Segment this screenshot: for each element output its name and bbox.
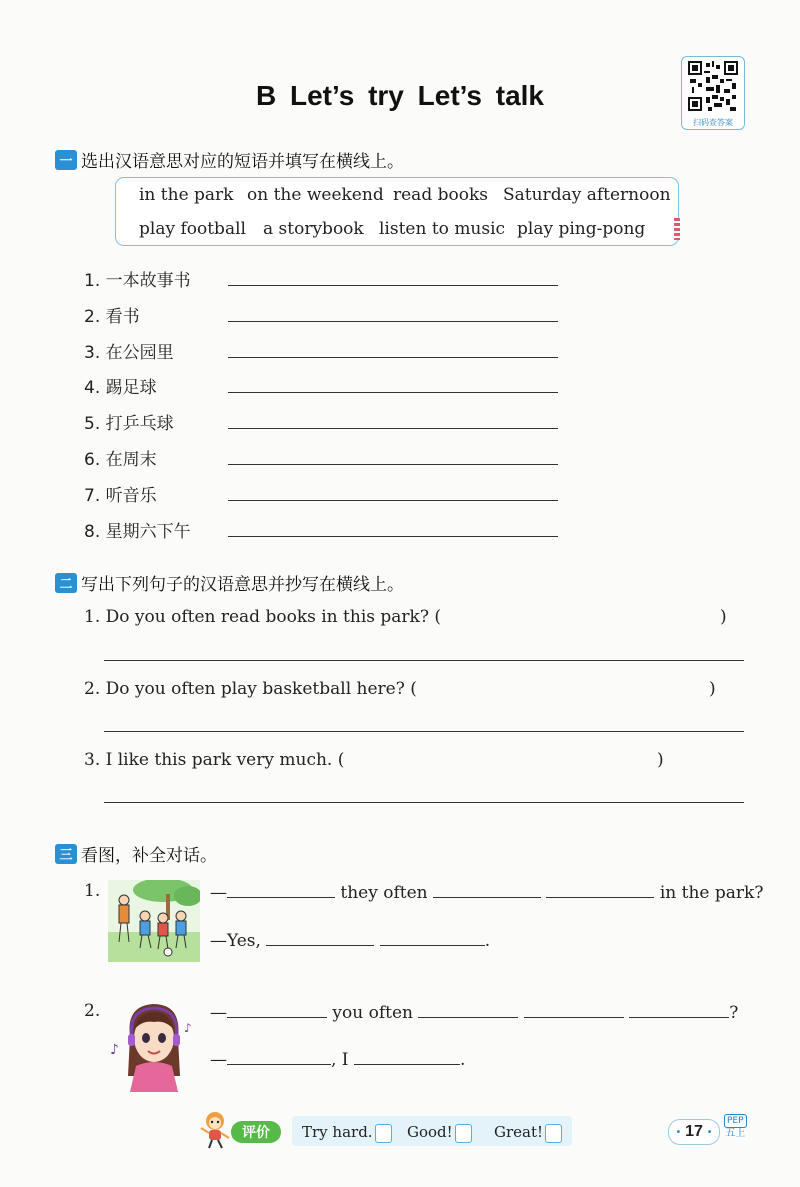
word-option: on the weekend [247, 185, 384, 205]
close-paren: ) [709, 679, 716, 699]
section-1-heading [55, 147, 404, 172]
word-option: a storybook [263, 219, 364, 239]
copy-line-2[interactable] [104, 731, 744, 732]
answer-line-1[interactable] [228, 285, 558, 286]
answer-line-5[interactable] [228, 428, 558, 429]
sentence-1: 1. Do you often read books in this park? ( [84, 607, 441, 627]
item-7: 7. 听音乐 [84, 486, 157, 506]
word-option: play football [139, 219, 246, 239]
item-3: 3. 在公园里 [84, 343, 174, 363]
blank[interactable] [380, 929, 485, 946]
svg-text:♪: ♪ [110, 1042, 119, 1058]
item-4: 4. 踢足球 [84, 378, 157, 398]
q2-line-2: — , I . [210, 1050, 466, 1070]
blank[interactable] [524, 1001, 624, 1018]
blank[interactable] [629, 1001, 729, 1018]
question-1-number: 1. [84, 881, 101, 901]
blank[interactable] [227, 1001, 327, 1018]
children-playing-football-image [108, 880, 200, 962]
good-checkbox[interactable] [455, 1124, 472, 1143]
edition-label: PEP 五上 [725, 1116, 746, 1139]
item-8: 8. 星期六下午 [84, 522, 191, 542]
close-paren: ) [657, 750, 664, 770]
copy-line-1[interactable] [104, 660, 744, 661]
item-6: 6. 在周末 [84, 450, 157, 470]
item-2: 2. 看书 [84, 307, 140, 327]
blank[interactable] [227, 881, 335, 898]
question-2-number: 2. [84, 1001, 101, 1021]
q2-line-1: — you often ? [210, 1003, 739, 1023]
page-title: B Let’s try Let’s talk [255, 80, 544, 111]
word-option: in the park [139, 185, 234, 205]
rating-great: Great! [494, 1123, 562, 1143]
svg-text:♪: ♪ [184, 1021, 192, 1035]
blank[interactable] [433, 881, 541, 898]
section-3-instruction: 看图，补全对话。 [81, 846, 217, 866]
try-hard-checkbox[interactable] [375, 1124, 392, 1143]
girl-listening-to-music-image [108, 996, 200, 1092]
evaluation-badge: 评价 [231, 1121, 281, 1143]
decorative-stripe [674, 218, 680, 240]
sentence-3: 3. I like this park very much. ( [84, 750, 345, 770]
item-5: 5. 打乒乓球 [84, 414, 174, 434]
sentence-2: 2. Do you often play basketball here? ( [84, 679, 417, 699]
word-option: play ping-pong [517, 219, 646, 239]
q1-line-2: —Yes, . [210, 931, 491, 951]
section-1-instruction: 选出汉语意思对应的短语并填写在横线上。 [81, 152, 404, 172]
great-checkbox[interactable] [545, 1124, 562, 1143]
section-3-number: 三 [55, 844, 77, 864]
qr-label: 扫码查答案 [693, 118, 733, 127]
blank[interactable] [266, 929, 374, 946]
item-1: 1. 一本故事书 [84, 271, 191, 291]
answer-line-4[interactable] [228, 392, 558, 393]
word-bank [115, 177, 679, 246]
word-option: read books [393, 185, 488, 205]
section-3-heading [55, 841, 217, 866]
answer-line-6[interactable] [228, 464, 558, 465]
blank[interactable] [418, 1001, 518, 1018]
page-number: • 17 • [668, 1119, 720, 1145]
blank[interactable] [354, 1048, 460, 1065]
section-2-instruction: 写出下列句子的汉语意思并抄写在横线上。 [81, 575, 404, 595]
mascot-icon [198, 1110, 232, 1150]
section-1-number: 一 [55, 150, 77, 170]
rating-good: Good! [407, 1123, 472, 1143]
answer-line-8[interactable] [228, 536, 558, 537]
answer-line-2[interactable] [228, 321, 558, 322]
qr-code-icon [688, 61, 738, 111]
qr-code-block[interactable] [681, 56, 745, 130]
blank[interactable] [227, 1048, 331, 1065]
rating-try-hard: Try hard. [302, 1123, 392, 1143]
word-option: listen to music [379, 219, 506, 239]
close-paren: ) [720, 607, 727, 627]
answer-line-3[interactable] [228, 357, 558, 358]
section-2-number: 二 [55, 573, 77, 593]
word-option: Saturday afternoon [503, 185, 671, 205]
answer-line-7[interactable] [228, 500, 558, 501]
q1-line-1: — they often in the park? [210, 883, 764, 903]
copy-line-3[interactable] [104, 802, 744, 803]
section-2-heading [55, 570, 404, 595]
blank[interactable] [546, 881, 654, 898]
